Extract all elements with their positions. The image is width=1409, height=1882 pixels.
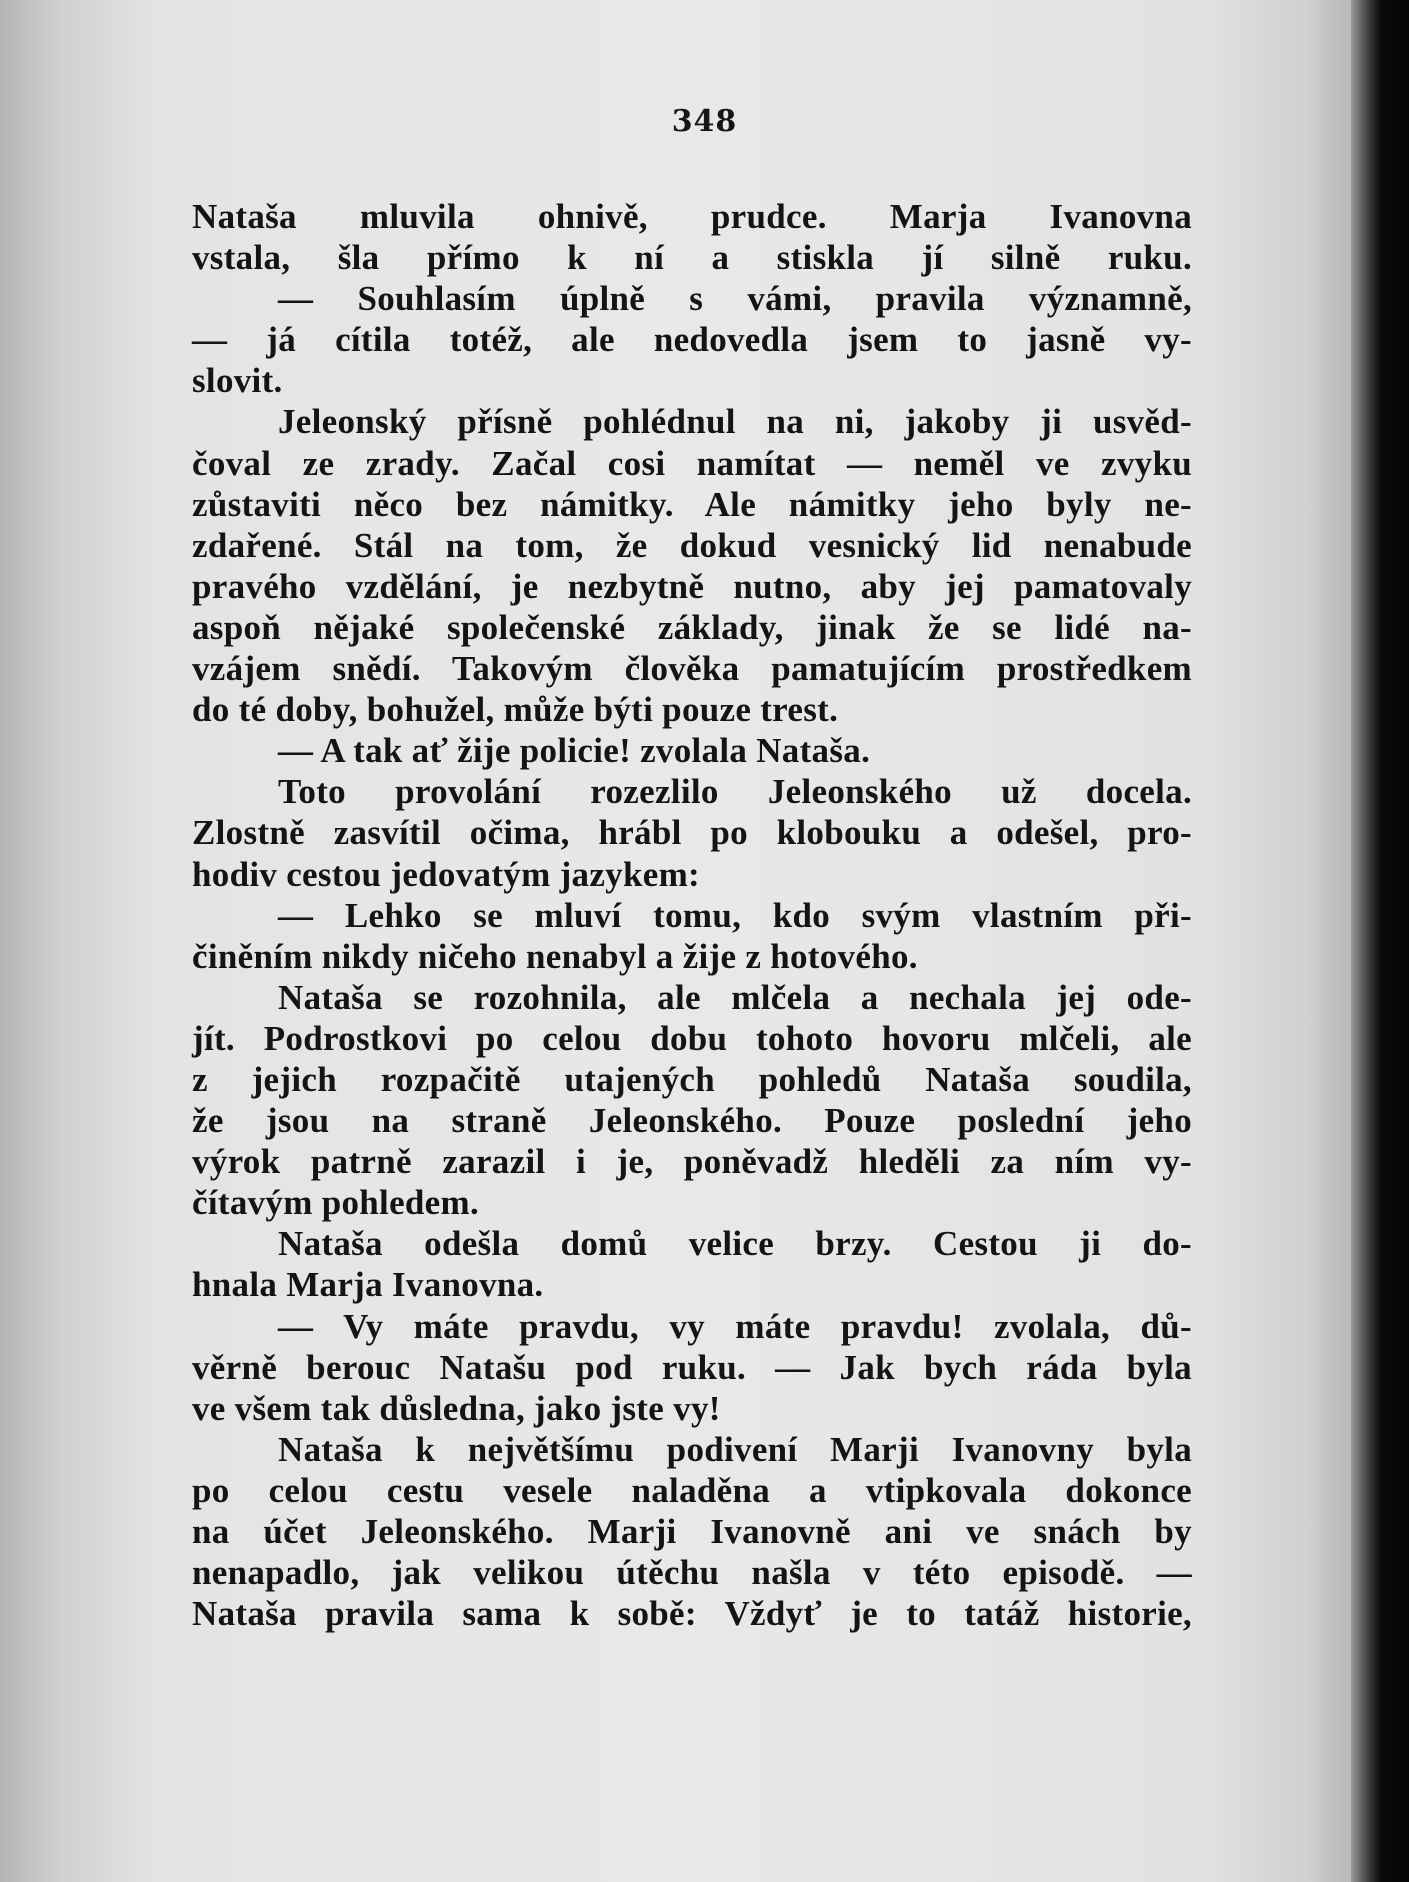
text-line: do té doby, bohužel, může býti pouze trest. [192,690,839,730]
text-line: čoval ze zrady. Začal cosi namítat — neměl ve zvyku [192,443,1192,483]
text-line: zdařené. Stál na tom, že dokud vesnický lid nenabude [192,525,1192,565]
text-line: jít. Podrostkovi po celou dobu tohoto hovoru mlčeli, ale [192,1018,1192,1058]
text-line: Nataša mluvila ohnivě, prudce. Marja Ivanovna [192,197,1192,236]
body-text [192,196,1192,1634]
text-line: vstala, šla přímo k ní a stiskla jí silně ruku. [192,238,1192,278]
text-line: nenapadlo, jak velikou útěchu našla v této episodě. — [192,1553,1192,1593]
page-number: 348 [671,104,738,139]
text-line: Nataša se rozohnila, ale mlčela a nechala jej ode- [278,977,1192,1017]
text-line: — Lehko se mluví tomu, kdo svým vlastním při- [278,895,1192,935]
text-line: Nataša pravila sama k sobě: Vždyť je to tatáž historie, [192,1594,1192,1634]
text-line: z jejich rozpačitě utajených pohledů Nataša soudila, [192,1059,1192,1099]
text-line: Jeleonský přísně pohlédnul na ni, jakoby ji usvěd- [278,402,1192,442]
text-line: že jsou na straně Jeleonského. Pouze poslední jeho [192,1101,1192,1141]
text-line: výrok patrně zarazil i je, poněvadž hleděli za ním vy- [192,1142,1192,1182]
text-line: aspoň nějaké společenské základy, jinak že se lidé na- [192,607,1192,647]
text-line: — Souhlasím úplně s vámi, pravila významně, [278,279,1192,319]
text-line: Toto provolání rozezlilo Jeleonského už docela. [278,772,1192,812]
text-line: vzájem snědí. Takovým člověka pamatujícím prostředkem [192,649,1192,689]
text-line: — já cítila totéž, ale nedovedla jsem to jasně vy- [192,320,1192,360]
text-line: hnala Marja Ivanovna. [192,1265,544,1305]
text-line: čítavým pohledem. [192,1183,480,1223]
text-line: věrně berouc Natašu pod ruku. — Jak bych ráda byla [192,1347,1192,1387]
text-line: — Vy máte pravdu, vy máte pravdu! zvolala, dů- [278,1306,1192,1346]
text-line: Zlostně zasvítil očima, hrábl po klobouku a odešel, pro- [192,813,1192,853]
text-line: Nataša k největšímu podivení Marji Ivanovny byla [278,1429,1192,1469]
text-line: ve všem tak důsledna, jako jste vy! [192,1388,721,1428]
text-line: na účet Jeleonského. Marji Ivanovně ani ve snách by [192,1512,1192,1551]
text-line: slovit. [192,361,283,401]
text-line: hodiv cestou jedovatým jazykem: [192,854,700,894]
text-line: pravého vzdělání, je nezbytně nutno, aby jej pamatovaly [192,566,1192,606]
page-binding-edge [1351,0,1409,1882]
text-line: po celou cestu vesele naladěna a vtipkovala dokonce [192,1470,1192,1510]
text-line: — A tak ať žije policie! zvolala Nataša. [278,731,871,771]
text-line: Nataša odešla domů velice brzy. Cestou ji do- [278,1224,1192,1264]
text-line: činěním nikdy ničeho nenabyl a žije z hotového. [192,936,918,976]
text-line: zůstaviti něco bez námitky. Ale námitky jeho byly ne- [192,484,1192,524]
